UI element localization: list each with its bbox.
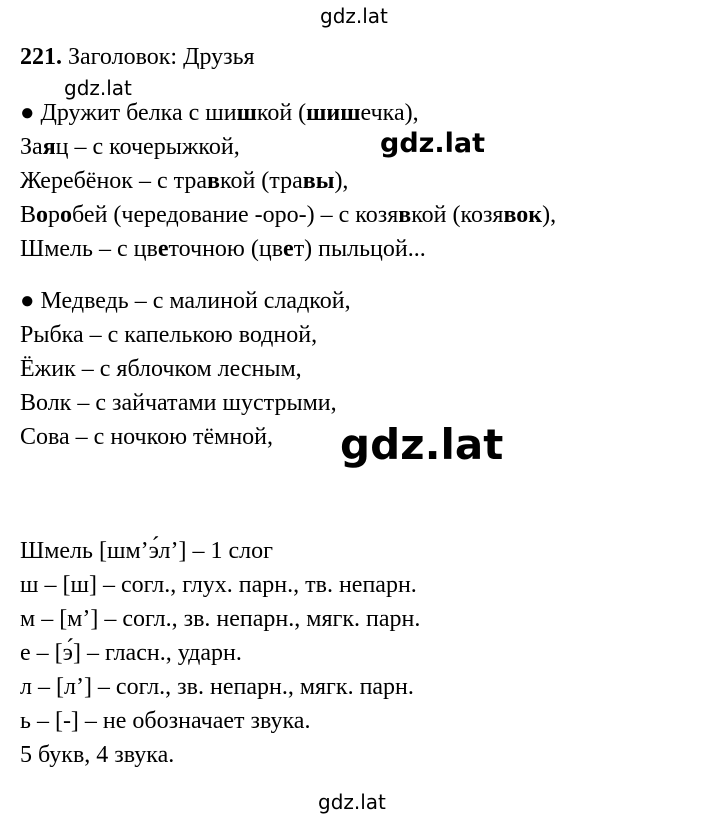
bold-letter: в bbox=[398, 202, 412, 228]
bold-letter: вок bbox=[503, 202, 543, 228]
poem-line: Воробей (чередование -оро-) – с козявкой (козявок), bbox=[20, 202, 557, 228]
exercise-heading bbox=[20, 42, 255, 72]
watermark-mid: gdz.lat bbox=[380, 128, 486, 159]
poem-line: ● Медведь – с малиной сладкой, bbox=[20, 288, 351, 314]
bold-letter: ши bbox=[306, 100, 341, 126]
poem-line: Заяц – с кочерыжкой, bbox=[20, 134, 240, 160]
poem-line: Волк – с зайчатами шустрыми, bbox=[20, 390, 337, 416]
watermark-big: gdz.lat bbox=[340, 420, 504, 469]
bold-letter: о bbox=[36, 202, 49, 228]
analysis-line: 5 букв, 4 звука. bbox=[20, 742, 175, 768]
bold-letter: я bbox=[42, 134, 56, 160]
bold-letter: в bbox=[207, 168, 221, 194]
bold-letter: ш bbox=[236, 100, 257, 126]
analysis-line: л – [л’] – согл., зв. непарн., мягк. парн. bbox=[20, 674, 414, 700]
bold-letter: е bbox=[283, 236, 294, 262]
bold-letter: о bbox=[60, 202, 73, 228]
bold-letter: вы bbox=[302, 168, 335, 194]
bold-letter: е bbox=[157, 236, 169, 262]
poem-line: ● Дружит белка с шишкой (шишечка), bbox=[20, 100, 419, 126]
poem-line: Жеребёнок – с травкой (травы), bbox=[20, 168, 349, 194]
exercise-number: 221. bbox=[20, 44, 62, 70]
watermark-top: gdz.lat bbox=[320, 4, 388, 28]
exercise-title: Заголовок: Друзья bbox=[68, 44, 255, 70]
bold-letter: ш bbox=[340, 100, 361, 126]
watermark-small: gdz.lat bbox=[64, 76, 132, 100]
analysis-line: м – [м’] – согл., зв. непарн., мягк. парн. bbox=[20, 606, 421, 632]
poem-line: Рыбка – с капелькою водной, bbox=[20, 322, 318, 348]
analysis-line: ь – [-] – не обозначает звука. bbox=[20, 708, 311, 734]
watermark-bottom: gdz.lat bbox=[318, 790, 386, 814]
poem-line: Сова – с ночкою тёмной, bbox=[20, 424, 274, 450]
analysis-line: е – [э́] – гласн., ударн. bbox=[20, 640, 242, 666]
analysis-line: Шмель [шм’э́л’] – 1 слог bbox=[20, 538, 273, 564]
analysis-line: ш – [ш] – согл., глух. парн., тв. непарн. bbox=[20, 572, 417, 598]
poem-line: Шмель – с цветочною (цвет) пыльцой... bbox=[20, 236, 426, 262]
poem-line: Ёжик – с яблочком лесным, bbox=[20, 356, 302, 382]
